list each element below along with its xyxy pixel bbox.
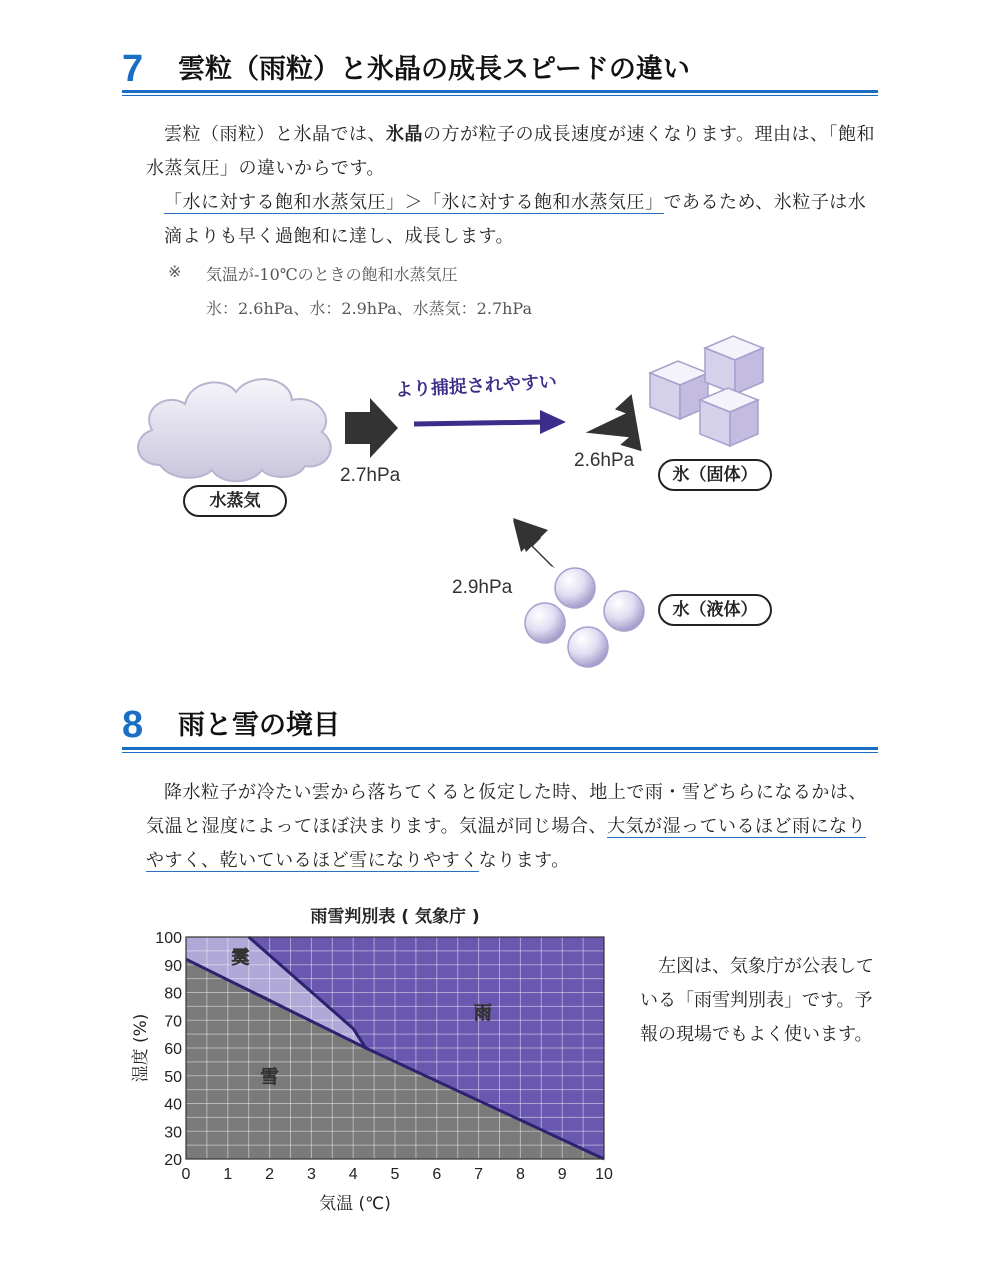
x-tick-label: 6	[432, 1166, 442, 1183]
ice-cubes-icon	[650, 336, 763, 446]
chart-title: 雨雪判別表 ( 気象庁 )	[310, 907, 480, 927]
y-tick-label: 20	[164, 1152, 182, 1169]
section-7-header	[122, 48, 878, 90]
section-number: 8	[122, 704, 144, 746]
side-text: 左図は、気象庁が公表している「雨雪判別表」です。予報の現場でもよく使います。	[640, 956, 874, 1045]
x-tick-label: 0	[181, 1166, 191, 1183]
x-tick-label: 5	[390, 1166, 400, 1183]
side-note	[640, 950, 880, 1052]
section-number: 7	[122, 48, 144, 90]
section-7-body	[146, 118, 876, 254]
rain-snow-chart	[120, 925, 630, 1225]
section-divider	[122, 747, 878, 753]
text: なります。	[478, 850, 570, 871]
vapor-label: 水蒸気	[183, 485, 287, 517]
x-tick-label: 1	[223, 1166, 233, 1183]
section-title: 雨と雪の境目	[178, 710, 340, 741]
pressure-ice: 2.6hPa	[574, 450, 635, 471]
section-title: 雲粒（雨粒）と氷晶の成長スピードの違い	[178, 54, 690, 85]
y-tick-label: 60	[164, 1041, 182, 1058]
underlined-text: 大気が湿っているほど雨になりやすく、乾いているほど雪になりやすく	[146, 816, 867, 871]
paragraph	[164, 186, 876, 254]
y-tick-label: 30	[164, 1124, 182, 1142]
water-label: 水（液体）	[658, 594, 772, 626]
x-axis-label: 気温 (℃)	[319, 1194, 391, 1214]
section-8-header	[122, 704, 878, 746]
bold-term: 氷晶	[386, 124, 423, 145]
x-tick-label: 3	[306, 1166, 316, 1183]
x-tick-label: 9	[557, 1166, 567, 1183]
paragraph	[146, 776, 876, 878]
x-tick-label: 8	[515, 1166, 525, 1183]
x-tick-label: 10	[595, 1166, 613, 1183]
note-line-2: 氷：2.6hPa、水：2.9hPa、水蒸気：2.7hPa	[206, 299, 533, 318]
ice-label: 氷（固体）	[658, 459, 772, 491]
y-axis-label: 湿度 (%)	[131, 1013, 151, 1083]
capture-arrowhead-icon	[540, 410, 566, 434]
underlined-text: 「水に対する飽和水蒸気圧」＞「氷に対する飽和水蒸気圧」	[164, 192, 664, 213]
note-line-1: 気温が-10℃のときの飽和水蒸気圧	[206, 265, 458, 284]
region-label: 霙	[231, 947, 250, 969]
capture-label: より捕捉されやすい	[394, 371, 558, 401]
region-label: 雨	[473, 1002, 492, 1024]
y-tick-label: 40	[164, 1096, 182, 1114]
y-tick-label: 100	[155, 930, 182, 947]
pressure-vapor: 2.7hPa	[340, 465, 401, 486]
note-mark: ※	[168, 262, 182, 281]
x-tick-label: 4	[348, 1166, 358, 1183]
y-tick-label: 80	[164, 985, 182, 1003]
capture-arrow-line	[414, 422, 545, 424]
region-label: 雪	[260, 1066, 279, 1088]
water-droplets-icon	[525, 568, 644, 667]
pressure-water: 2.9hPa	[452, 577, 513, 598]
y-tick-label: 50	[164, 1068, 182, 1086]
paragraph	[146, 118, 876, 186]
y-tick-label: 70	[164, 1013, 182, 1031]
section-divider	[122, 90, 878, 96]
section-8-body	[146, 776, 876, 878]
y-tick-label: 90	[164, 957, 182, 975]
x-tick-label: 7	[474, 1166, 484, 1183]
cloud-icon	[138, 379, 331, 481]
arrow-right-icon	[345, 398, 398, 458]
text: 降水粒子が冷たい雲から落ちてくると仮定した時、地上で雨・雪どちらになるかは、気温と湿度によってほぼ決まります。気温が同じ場合、	[146, 782, 867, 837]
x-tick-label: 2	[265, 1166, 275, 1183]
text: 雲粒（雨粒）と氷晶では、	[164, 124, 386, 145]
text: であるため、氷粒子は水滴よりも早く過飽和に達し、成長します。	[164, 192, 867, 247]
text: の方が粒子の成長速度が速くなります。理由は、「飽和水蒸気圧」の違いからです。	[146, 124, 876, 179]
